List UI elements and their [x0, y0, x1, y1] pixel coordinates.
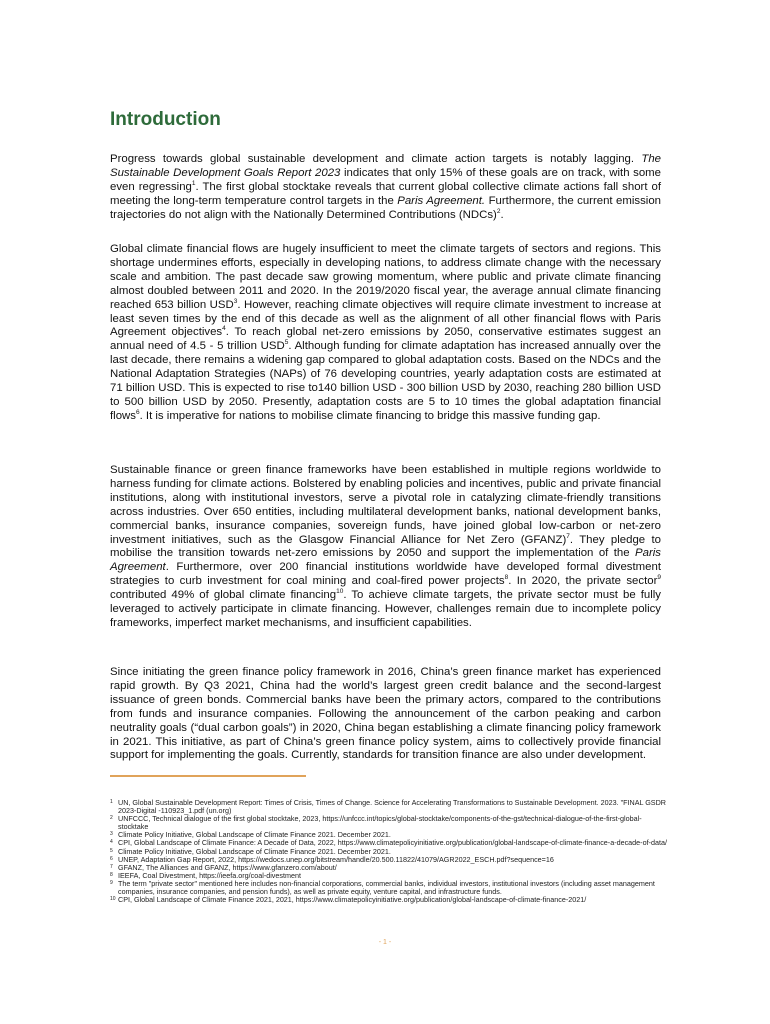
section-heading: Introduction: [110, 109, 221, 130]
text: Sustainable finance or green finance frameworks have been established in multiple regions worldwide to harness funding for climate actions. Bolstered by enabling policies and incentives, public and private financial institutions, along with institutional investors, serve a pivotal role in catalyzing climate-friendly transitions across industries. Over 650 entities, including multilateral development banks, national development banks, commercial banks, insurance companies, sovereign funds, have joined global low-carbon or net-zero investment initiatives, such as the Glasgow Financial Alliance for Net Zero (GFANZ): [110, 464, 661, 546]
footnote-number: 4: [110, 839, 113, 846]
footnote-text: UN, Global Sustainable Development Report: Times of Crisis, Times of Change. Science for Accelerating Transformations to Sustainable Development. 2023. "FINAL GSDR 2023-Digital -110923_1.pdf (un.org): [118, 798, 666, 816]
paris-agreement-title: Paris Agreement.: [397, 194, 486, 207]
text: indicates that only 15% of these goals are on track, with some even regressing: [110, 166, 661, 193]
footnote-text[interactable]: UNFCCC, Technical dialogue of the first global stocktake, 2023, https://unfccc.int/topics/global-stocktake/components-of-the-gst/technical-dialogue-of-the-first-global-stocktake: [118, 814, 642, 832]
footnote-text: Climate Policy Initiative, Global Landscape of Climate Finance 2021. December 2021.: [118, 830, 391, 840]
footnote-text[interactable]: CPI, Global Landscape of Climate Finance 2021, 2021, https://www.climatepolicyinitiative.org/publication/global-landscape-of-climate-finance-2021/: [118, 895, 587, 905]
footnote-number: 10: [110, 896, 116, 903]
footnote-ref-1[interactable]: 1: [191, 180, 196, 188]
page-number: - 1 -: [378, 939, 392, 946]
footnote-number: 9: [110, 879, 113, 886]
paragraph-green-finance-frameworks: [110, 464, 661, 631]
footnote-ref-3[interactable]: 3: [233, 297, 238, 305]
footnote-number: 7: [110, 863, 113, 870]
text: . The first global stocktake reveals that current global collective climate actions fall short of meeting the long-term temperature control targets in the: [110, 180, 661, 207]
text: . However, reaching climate objectives will require climate investment to increase at least seven times by the end of this decade as well as the alignment of all other financial flows with Paris Agreement objectives: [110, 298, 661, 339]
text: Global climate financial flows are hugely insufficient to meet the climate targets of sectors and regions. This shortage undermines efforts, especially in developing nations, to address climate change with the necessary scale and ambition. The past decade saw growing momentum, where public and private climate financing almost doubled between 2011 and 2020. In the 2019/2020 fiscal year, the average annual climate financing reached 653 billion USD: [110, 243, 661, 311]
footnote-number: 5: [110, 847, 113, 854]
footnote-number: 8: [110, 871, 113, 878]
text: . It is imperative for nations to mobilise climate financing to bridge this massive funding gap.: [139, 409, 601, 422]
text: . Furthermore, over 200 financial institutions worldwide have developed formal divestment strategies to curb investment for coal mining and coal-fired power projects: [110, 561, 661, 588]
footnote-ref-2[interactable]: 2: [496, 207, 501, 215]
paris-agreement-title: Paris Agreement: [110, 547, 661, 574]
paragraph-climate-finance-flows: [110, 243, 661, 424]
footnote-text: Climate Policy Initiative, Global Landscape of Climate Finance 2021. December 2021.: [118, 846, 391, 856]
text: contributed 49% of global climate financing: [110, 589, 337, 602]
text: Progress towards global sustainable development and climate action targets is notably lagging.: [110, 153, 642, 165]
footnote-9: [110, 880, 670, 896]
text: . They pledge to mobilise the transition towards net-zero emissions by 2050 and support the implementation of the: [110, 533, 661, 560]
footnote-ref-4[interactable]: 4: [222, 325, 226, 333]
footnote-text: The term "private sector" mentioned here includes non-financial corporations, commercial banks, individual investors, institutional investors (including asset management companies, insurance companies, and pension funds), as well as private equity, venture capital, and infrastructure funds.: [118, 878, 655, 897]
footnote-text[interactable]: CPI, Global Landscape of Climate Finance: A Decade of Data, 2022, https://www.climatepolicyinitiative.org/publication/global-landscape-of-climate-finance-a-decade-of-data/: [118, 838, 667, 848]
footnote-number: 2: [110, 815, 113, 822]
text: Furthermore, the current emission trajectories do not align with the Nationally Determined Contributions (NDCs): [110, 194, 661, 221]
text: Since initiating the green finance policy framework in 2016, China’s green finance market has experienced rapid growth. By Q3 2021, China had the world’s largest green credit balance and the second-largest issuance of green bonds. Commercial banks have been the primary actors, compared to the contributions from funds and insurance companies. Following the announcement of the carbon peaking and carbon neutrality goals (“dual carbon goals”) in 2020, China began establishing a climate financing policy framework in 2021. This initiative, as part of China’s green finance policy system, aims to collectively provide financial support for implementing the goals. Currently, standards for transition finance are also under development.: [110, 666, 661, 762]
footnote-divider: [110, 775, 306, 777]
footnote-1: [110, 799, 670, 815]
footnotes: [110, 799, 670, 904]
report-title: The Sustainable Development Goals Report 2023: [110, 153, 661, 179]
text: . To reach global net-zero emissions by 2050, conservative estimates suggest an annual need of 4.5 - 5 trillion USD: [110, 326, 661, 353]
text: . Although funding for climate adaptation has increased annually over the last decade, there remains a widening gap compared to global adaptation costs. Based on the NDCs and the National Adaptation Strategies (NAPs) of 76 developing countries, yearly adaptation costs are estimated at 71 billion USD. This is expected to rise to140 billion USD - 300 billion USD by 2030, reaching 280 billion USD to 500 billion USD by 2050. Presently, adaptation costs are 5 to 10 times the global adaptation financial flows: [110, 340, 661, 422]
footnote-number: 3: [110, 831, 113, 838]
paragraph-china-green-finance: [110, 666, 661, 763]
footnote-ref-5[interactable]: 5: [284, 339, 289, 347]
footnote-2: [110, 815, 670, 831]
text: . In 2020, the private sector: [508, 575, 658, 588]
text: .: [500, 208, 504, 221]
footnote-number: 6: [110, 855, 113, 862]
footnote-text[interactable]: IEEFA, Coal Divestment, https://ieefa.org/coal-divestment: [118, 870, 301, 880]
footnote-text[interactable]: GFANZ, The Alliances and GFANZ, https://www.gfanzero.com/about/: [118, 862, 337, 872]
footnote-10: [110, 896, 670, 904]
paragraph-sdg-progress: [110, 153, 661, 223]
footnote-ref-7[interactable]: 7: [566, 532, 570, 540]
footnote-ref-6[interactable]: 6: [135, 409, 140, 417]
text: . To achieve climate targets, the private sector must be fully leveraged to actively participate in climate financing. However, challenges remain due to incomplete policy frameworks, imperfect market mechanisms, and insufficient capabilities.: [110, 589, 661, 629]
footnote-ref-9[interactable]: 9: [657, 574, 661, 582]
footnote-ref-10[interactable]: 10: [336, 588, 344, 596]
footnote-ref-8[interactable]: 8: [504, 574, 509, 582]
footnote-number: 1: [110, 799, 113, 805]
footnote-text[interactable]: UNEP, Adaptation Gap Report, 2022, https://wedocs.unep.org/bitstream/handle/20.500.11822/41079/AGR2022_ESCH.pdf?sequence=16: [118, 854, 554, 864]
